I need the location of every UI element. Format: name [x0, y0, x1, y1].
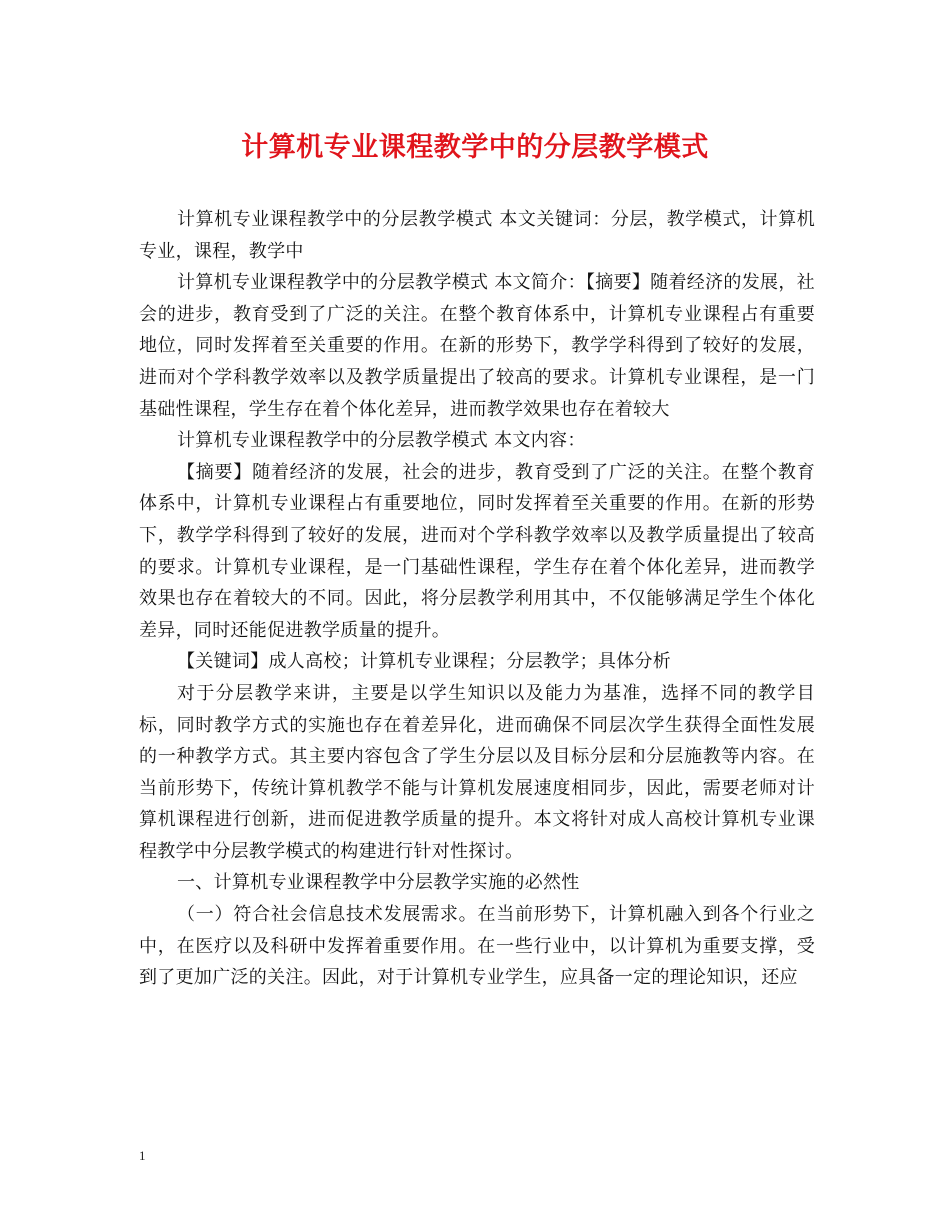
document-title: 计算机专业课程教学中的分层教学模式 [241, 132, 709, 163]
keywords-intro-paragraph: 计算机专业课程教学中的分层教学模式 本文关键词：分层，教学模式，计算机专业，课程，教学中 [139, 209, 815, 262]
content-intro-paragraph: 计算机专业课程教学中的分层教学模式 本文内容： [177, 430, 586, 452]
keywords-paragraph: 【关键词】成人高校；计算机专业课程；分层教学；具体分析 [177, 651, 672, 673]
abstract-paragraph: 【摘要】随着经济的发展，社会的进步，教育受到了广泛的关注。在整个教育体系中，计算机专业课程占有重要地位，同时发挥着至关重要的作用。在新的形势下，教学学科得到了较好的发展，进而对个学科教学效率以及教学质量提出了较高的要求。计算机专业课程，是一门基础性课程，学生存在着个体化差异，进而教学效果也存在着较大的不同。因此，将分层教学利用其中，不仅能够满足学生个体化差异，同时还能促进教学质量的提升。 [139, 461, 815, 641]
subsection-paragraph: （一）符合社会信息技术发展需求。在当前形势下，计算机融入到各个行业之中，在医疗以及科研中发挥着重要作用。在一些行业中，以计算机为重要支撑，受到了更加广泛的关注。因此，对于计算机专业学生，应具备一定的理论知识，还应 [139, 904, 815, 989]
section-heading: 一、计算机专业课程教学中分层教学实施的必然性 [177, 872, 580, 894]
summary-intro-paragraph: 计算机专业课程教学中的分层教学模式 本文简介：【摘要】随着经济的发展，社会的进步，教育受到了广泛的关注。在整个教育体系中，计算机专业课程占有重要地位，同时发挥着至关重要的作用。在新的形势下，教学学科得到了较好的发展，进而对个学科教学效率以及教学质量提出了较高的要求。计算机专业课程，是一门基础性课程，学生存在着个体化差异，进而教学效果也存在着较大 [139, 272, 815, 420]
page-number: 1 [139, 1148, 146, 1163]
document-body [139, 204, 815, 994]
introduction-paragraph: 对于分层教学来讲，主要是以学生知识以及能力为基准，选择不同的教学目标，同时教学方式的实施也存在着差异化，进而确保不同层次学生获得全面性发展的一种教学方式。其主要内容包含了学生分层以及目标分层和分层施教等内容。在当前形势下，传统计算机教学不能与计算机发展速度相同步，因此，需要老师对计算机课程进行创新，进而促进教学质量的提升。本文将针对成人高校计算机专业课程教学中分层教学模式的构建进行针对性探讨。 [139, 682, 815, 862]
